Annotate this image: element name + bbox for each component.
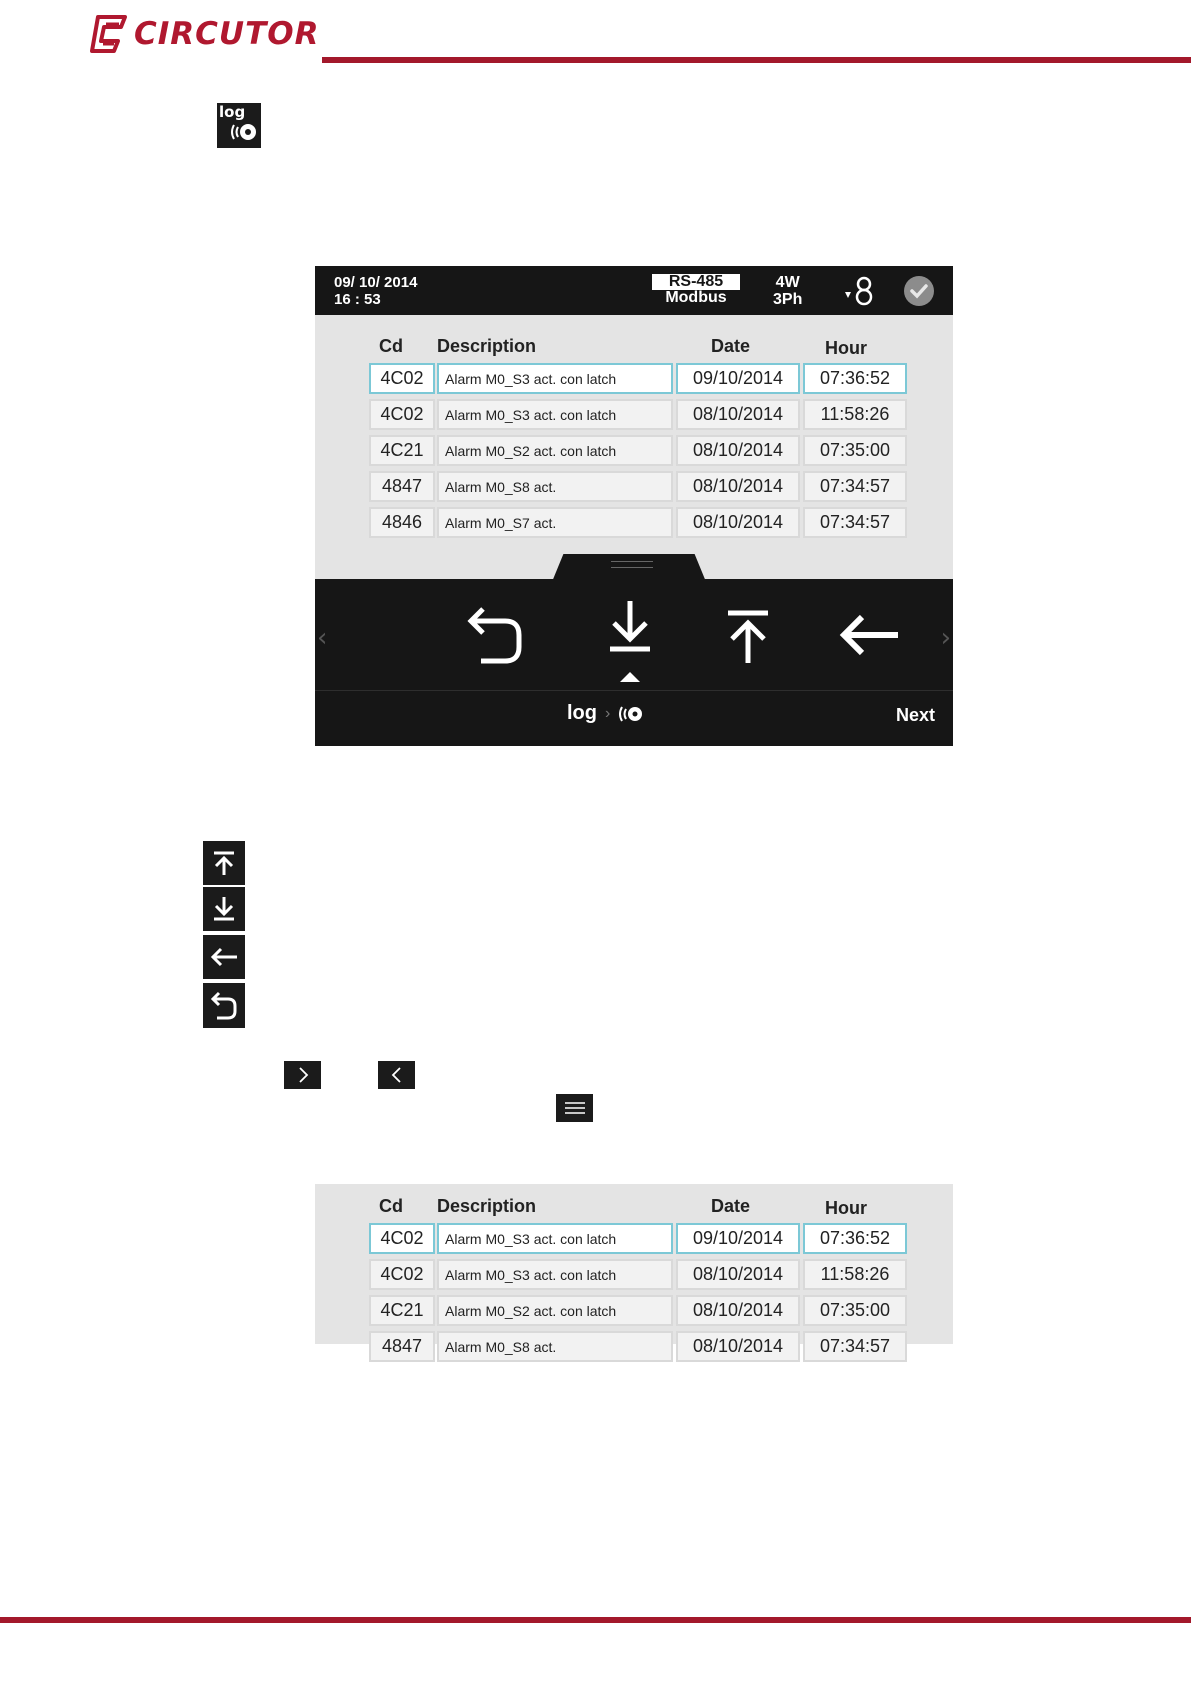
breadcrumb-chevron-icon: ›: [605, 704, 611, 722]
row-hour: 07:34:57: [803, 507, 907, 538]
row-cd: 4C02: [369, 399, 435, 430]
footer-rule: [0, 1617, 1191, 1623]
row-date: 09/10/2014: [676, 1223, 800, 1254]
datetime: [334, 274, 417, 308]
go-to-top-icon: [203, 841, 245, 885]
row-date: 08/10/2014: [676, 1295, 800, 1326]
brand-name: CIRCUTOR: [134, 16, 320, 52]
row-description: Alarm M0_S2 act. con latch: [437, 435, 673, 466]
status-bar: [315, 266, 953, 315]
header-cd: Cd: [379, 336, 403, 356]
scroll-right-icon[interactable]: ›: [940, 623, 951, 653]
header-hour: Hour: [825, 1198, 867, 1218]
row-hour: 07:36:52: [803, 1223, 907, 1254]
header-description: Description: [437, 336, 537, 356]
comm-protocol: RS-485: [652, 274, 740, 290]
row-description: Alarm M0_S7 act.: [437, 507, 673, 538]
row-date: 09/10/2014: [676, 363, 800, 394]
scroll-left-icon[interactable]: ‹: [317, 623, 328, 653]
circutor-logo: [88, 14, 319, 54]
row-hour: 07:34:57: [803, 471, 907, 502]
comm-mode: Modbus: [665, 289, 727, 306]
breadcrumb-broadcast-icon[interactable]: [618, 704, 644, 724]
grip-lines-icon: [611, 561, 653, 568]
caret-up-icon[interactable]: [620, 671, 640, 683]
row-cd: 4847: [369, 1331, 435, 1362]
back-arrow-icon[interactable]: [838, 613, 900, 657]
menu-icon: [556, 1094, 593, 1122]
wires-label: 4W: [775, 274, 800, 291]
return-icon: [203, 983, 245, 1028]
row-date: 08/10/2014: [676, 507, 800, 538]
row-date: 08/10/2014: [676, 471, 800, 502]
header-hour: Hour: [825, 338, 867, 358]
row-description: Alarm M0_S3 act. con latch: [437, 1259, 673, 1290]
device-screen-cropped: [315, 1184, 953, 1356]
chevron-left-icon: [378, 1061, 415, 1089]
row-description: Alarm M0_S3 act. con latch: [437, 363, 673, 394]
go-to-top-icon[interactable]: [726, 609, 770, 665]
divider: [315, 690, 953, 691]
row-hour: 07:35:00: [803, 1295, 907, 1326]
breadcrumb: [567, 702, 644, 725]
row-hour: 07:35:00: [803, 435, 907, 466]
phases-label: 3Ph: [773, 291, 803, 308]
row-date: 08/10/2014: [676, 1331, 800, 1362]
header-rule: [322, 57, 1191, 63]
device-screen: [315, 266, 953, 746]
header-description: Description: [437, 1196, 537, 1216]
navigation-bar: [315, 579, 953, 746]
row-date: 08/10/2014: [676, 399, 800, 430]
next-button[interactable]: Next: [895, 705, 935, 725]
row-hour: 07:36:52: [803, 363, 907, 394]
row-cd: 4C21: [369, 1295, 435, 1326]
row-cd: 4847: [369, 471, 435, 502]
check-status-icon: [904, 276, 934, 306]
row-cd: 4C02: [369, 1259, 435, 1290]
breadcrumb-log[interactable]: log: [567, 702, 597, 724]
wiring-indicator: [773, 274, 802, 308]
broadcast-icon: [217, 120, 261, 144]
header-date: Date: [711, 1196, 751, 1216]
row-description: Alarm M0_S3 act. con latch: [437, 1223, 673, 1254]
row-cd: 4C02: [369, 363, 435, 394]
row-hour: 07:34:57: [803, 1331, 907, 1362]
status-date: 09/ 10/ 2014: [334, 274, 418, 291]
chevron-right-icon: [284, 1061, 321, 1089]
row-date: 08/10/2014: [676, 1259, 800, 1290]
circutor-logo-icon: [88, 14, 128, 54]
back-arrow-icon: [203, 935, 245, 979]
row-description: Alarm M0_S3 act. con latch: [437, 399, 673, 430]
row-cd: 4C21: [369, 435, 435, 466]
go-to-bottom-icon[interactable]: [608, 599, 652, 655]
log-icon-label: log: [219, 103, 246, 121]
row-description: Alarm M0_S2 act. con latch: [437, 1295, 673, 1326]
comm-indicator: [651, 274, 741, 306]
row-description: Alarm M0_S8 act.: [437, 471, 673, 502]
connection-status-icon: [843, 275, 879, 307]
row-cd: 4C02: [369, 1223, 435, 1254]
log-icon: [217, 103, 261, 148]
row-cd: 4846: [369, 507, 435, 538]
header-date: Date: [711, 336, 751, 356]
row-hour: 11:58:26: [803, 1259, 907, 1290]
row-date: 08/10/2014: [676, 435, 800, 466]
header-cd: Cd: [379, 1196, 403, 1216]
return-icon[interactable]: [467, 603, 523, 667]
row-hour: 11:58:26: [803, 399, 907, 430]
go-to-bottom-icon: [203, 887, 245, 931]
status-time: 16 : 53: [334, 291, 381, 308]
row-description: Alarm M0_S8 act.: [437, 1331, 673, 1362]
